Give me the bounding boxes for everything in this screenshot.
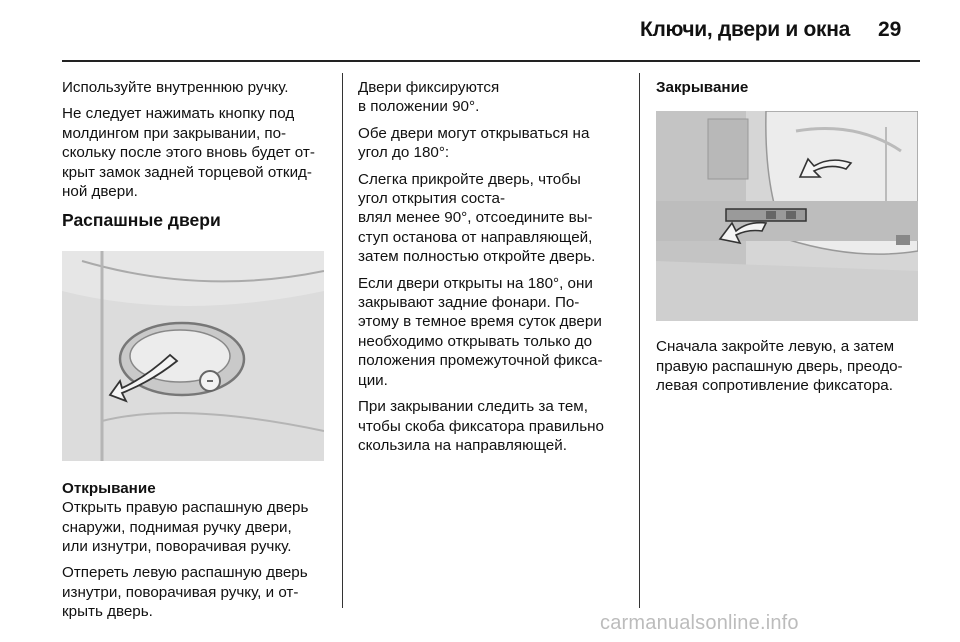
subheading: Закрывание xyxy=(656,79,749,96)
section-heading: Распашные двери xyxy=(62,210,221,231)
paragraph: Если двери открыты на 180°, они закрывают задние фонари. По- этому в темное время суток двери необходимо открывать только до положения промежуточной фикса- ции. xyxy=(358,274,603,389)
door-handle-illustration xyxy=(62,251,324,461)
header-title: Ключи, двери и окна xyxy=(640,18,851,41)
column-left xyxy=(62,78,330,629)
door-closing-illustration xyxy=(656,111,918,321)
header-divider xyxy=(62,60,920,62)
paragraph: Обе двери могут открываться на угол до 180°: xyxy=(358,124,590,162)
column-right xyxy=(656,78,926,403)
subheading: Открывание xyxy=(62,479,156,497)
paragraph: Слегка прикройте дверь, чтобы угол открытия соста- влял менее 90°, отсоедините вы- ступ останова от направляющей, затем полностью откройте дверь. xyxy=(358,170,596,266)
paragraph: Не следует нажимать кнопку под молдингом при закрывании, по- скольку после этого вновь будет от- крыт замок задней торцевой откид- ной двери. xyxy=(62,105,315,201)
paragraph: Открыть правую распашную дверь снаружи, поднимая ручку двери, или изнутри, поворачивая ручку. xyxy=(62,499,309,556)
footer-watermark: carmanualsonline.info xyxy=(600,612,799,634)
column-divider-left xyxy=(342,73,343,608)
paragraph: Используйте внутреннюю ручку. xyxy=(62,79,289,96)
paragraph: Двери фиксируются в положении 90°. xyxy=(358,79,500,116)
column-divider-right xyxy=(639,73,640,608)
paragraph: Отпереть левую распашную дверь изнутри, поворачивая ручку, и от- крыть дверь. xyxy=(62,564,308,621)
column-middle xyxy=(358,78,628,462)
page-number: 29 xyxy=(878,18,902,41)
paragraph: При закрывании следить за тем, чтобы скоба фиксатора правильно скользила на направляющей. xyxy=(358,398,604,454)
paragraph: Сначала закройте левую, а затем правую распашную дверь, преодо- левая сопротивление фиксатора. xyxy=(656,338,903,395)
